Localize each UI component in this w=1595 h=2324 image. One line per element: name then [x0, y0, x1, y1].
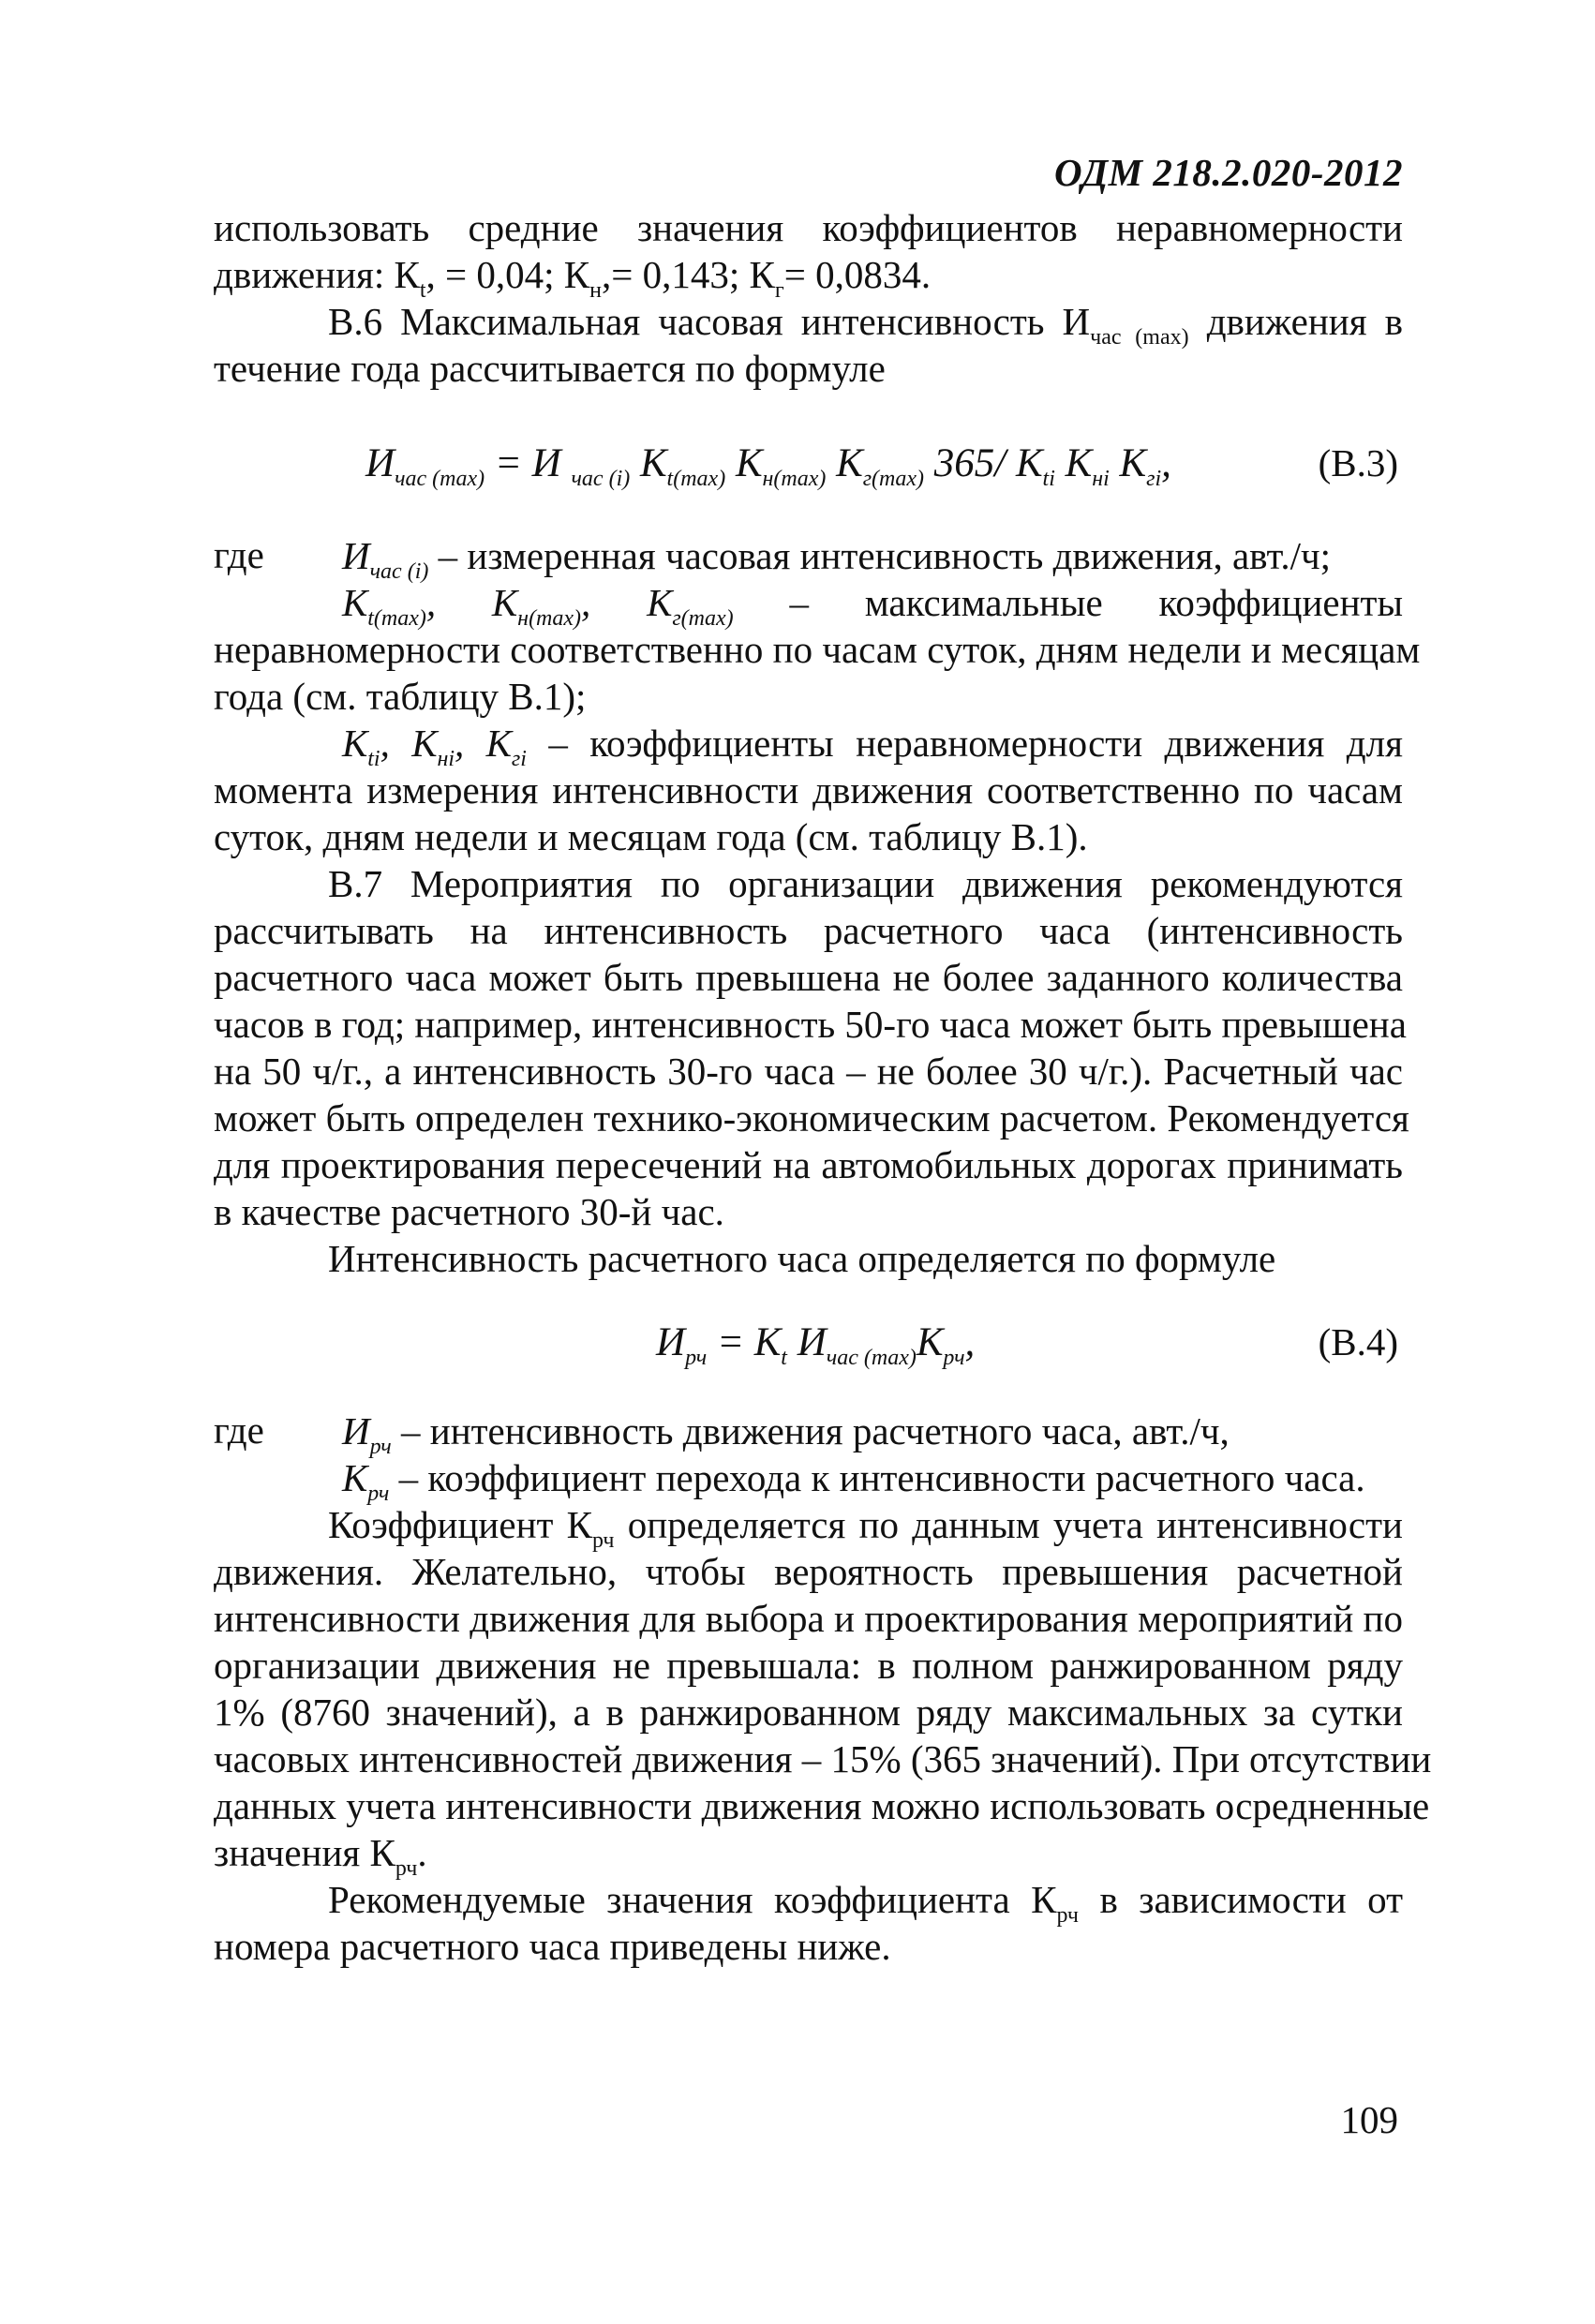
paragraph-line: часов в год; например, интенсивность 50-го часа может быть превышена	[214, 1003, 1407, 1046]
paragraph-line: Рекомендуемые значения коэффициента $К_{рч}$ в зависимости от	[328, 1878, 1403, 1928]
equation-number: (В.3)	[1318, 441, 1398, 484]
page-number: 109	[1340, 2098, 1398, 2141]
definition-line: $К_{рч}$ – коэффициент перехода к интенсивности расчетного часа.	[342, 1456, 1365, 1506]
paragraph-line: движения. Желательно, чтобы вероятность превышения расчетной	[214, 1550, 1403, 1593]
paragraph-line: организации движения не превышала: в полном ранжированном ряду	[214, 1644, 1403, 1687]
definition-line: года (см. таблицу В.1);	[214, 675, 587, 718]
where-label: где	[214, 1408, 264, 1452]
paragraph-line: может быть определен технико-экономическим расчетом. Рекомендуется	[214, 1096, 1409, 1140]
paragraph-line: интенсивности движения для выбора и проектирования мероприятий по	[214, 1597, 1403, 1640]
document-code-header: ОДМ 218.2.020-2012	[1054, 151, 1403, 194]
paragraph-line: часовых интенсивностей движения – 15% (365 значений). При отсутствии	[214, 1737, 1432, 1780]
definition-line: суток, дням недели и месяцам года (см. таблицу В.1).	[214, 815, 1088, 858]
definition-line: $И_{рч}$ – интенсивность движения расчетного часа, авт./ч,	[342, 1409, 1230, 1459]
definition-line: $И_{час (i)}$ – измеренная часовая интенсивность движения, авт./ч;	[342, 534, 1331, 584]
formula-b4: $И_{рч} = К_t$ $И_{час (max)}К_{рч}$,	[656, 1320, 976, 1370]
paragraph-line: использовать средние значения коэффициентов неравномерности	[214, 206, 1403, 249]
paragraph-line: для проектирования пересечений на автомобильных дорогах принимать	[214, 1143, 1403, 1186]
paragraph-line: номера расчетного часа приведены ниже.	[214, 1925, 891, 1968]
paragraph-line: течение года рассчитывается по формуле	[214, 347, 886, 390]
paragraph-line: Интенсивность расчетного часа определяется по формуле	[328, 1237, 1276, 1280]
where-label: где	[214, 533, 264, 576]
definition-line: $К_{t(max)}$, $К_{н(max)}$, $К_{г(max)}$ – максимальные коэффициенты	[342, 581, 1404, 631]
paragraph-line: Коэффициент $К_{рч}$ определяется по данным учета интенсивности	[328, 1503, 1403, 1553]
paragraph-line: расчетного часа может быть превышена не более заданного количества	[214, 956, 1403, 999]
definition-line: неравномерности соответственно по часам суток, дням недели и месяцам	[214, 628, 1421, 671]
paragraph-line: рассчитывать на интенсивность расчетного часа (интенсивность	[214, 909, 1403, 952]
paragraph-line: значения $К_{рч}$.	[214, 1831, 427, 1881]
paragraph-line: В.6 Максимальная часовая интенсивность $И_{час (max)}$ движения в	[328, 300, 1403, 350]
equation-number: (В.4)	[1318, 1320, 1398, 1363]
paragraph-line: в качестве расчетного 30-й час.	[214, 1190, 724, 1233]
definition-line: $К_{ti}$, $К_{нi}$, $К_{гi}$ – коэффициенты неравномерности движения для	[342, 722, 1403, 771]
paragraph-line: 1% (8760 значений), а в ранжированном ряду максимальных за сутки	[214, 1691, 1403, 1734]
paragraph-line: В.7 Мероприятия по организации движения рекомендуются	[328, 862, 1403, 905]
definition-line: момента измерения интенсивности движения соответственно по часам	[214, 768, 1403, 812]
formula-b3: $И_{час (max)} = И$ $_{час (i)}$ $К_{t(max)}$ $К_{н(max)}$ $К_{г(max)}$ 365/ $К_{ti}$ $К_{нi}$ $К_{гi}$,	[365, 441, 1171, 491]
paragraph-line: данных учета интенсивности движения можно использовать осредненные	[214, 1784, 1430, 1827]
paragraph-line: движения: $К_t$, = 0,04; $К_н,= 0,143$; $К_г= 0,0834$.	[214, 253, 932, 303]
paragraph-line: на 50 ч/г., а интенсивность 30-го часа – не более 30 ч/г.). Расчетный час	[214, 1050, 1403, 1093]
